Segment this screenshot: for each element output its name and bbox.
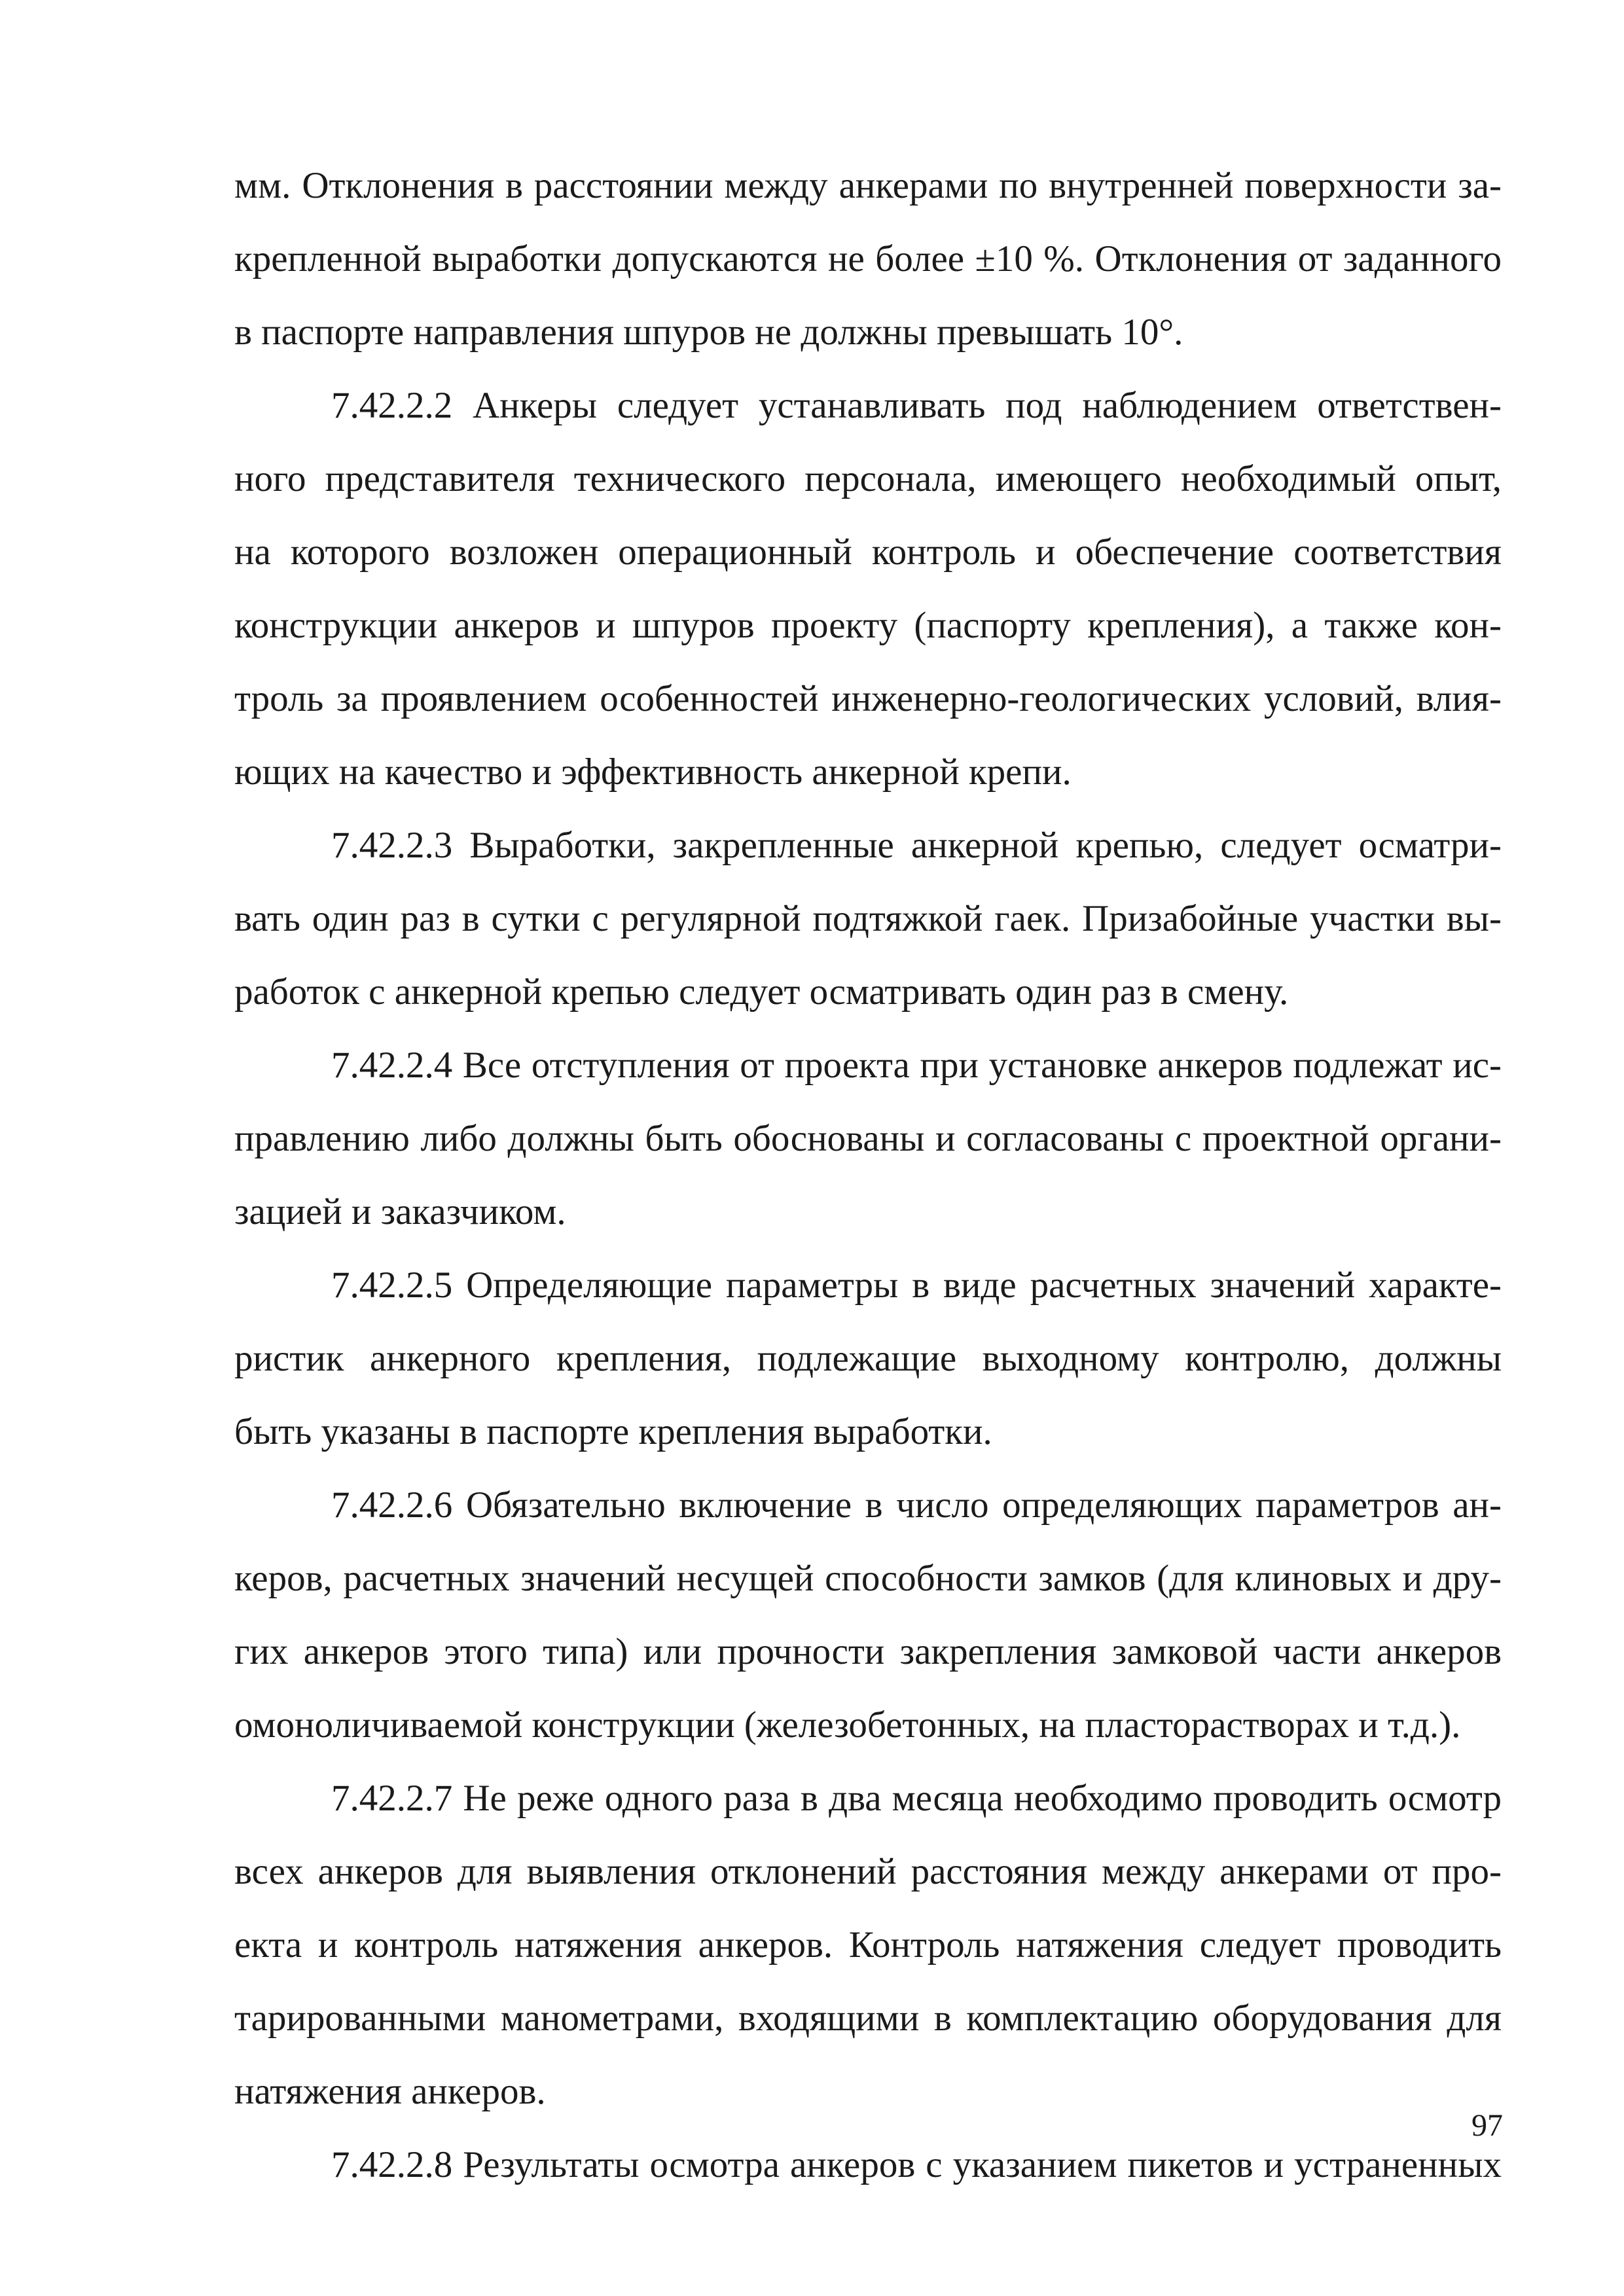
paragraph-7-42-2-7 xyxy=(234,1762,1502,2128)
text-line: крепленной выработки допускаются не более ±10 %. Отклонения от заданного xyxy=(234,238,1502,279)
text-line: правлению либо должны быть обоснованы и согласованы с проектной органи- xyxy=(234,1118,1502,1159)
text-line: екта и контроль натяжения анкеров. Контроль натяжения следует проводить xyxy=(234,1924,1502,1965)
text-line: керов, расчетных значений несущей способности замков (для клиновых и дру- xyxy=(234,1558,1502,1599)
paragraph-7-42-2-2 xyxy=(234,369,1502,809)
paragraph-7-42-2-5 xyxy=(234,1249,1502,1469)
text-line: ристик анкерного крепления, подлежащие выходному контролю, должны xyxy=(234,1338,1502,1379)
paragraph-7-42-2-4 xyxy=(234,1029,1502,1249)
text-line: 7.42.2.8 Результаты осмотра анкеров с указанием пикетов и устраненных xyxy=(331,2144,1502,2185)
paragraph-7-42-2-8 xyxy=(234,2128,1502,2202)
text-line: ющих на качество и эффективность анкерной крепи. xyxy=(234,751,1072,793)
text-line: 7.42.2.3 Выработки, закрепленные анкерной крепью, следует осматри- xyxy=(331,825,1502,866)
text-line: мм. Отклонения в расстоянии между анкерами по внутренней поверхности за- xyxy=(234,165,1502,206)
text-line: конструкции анкеров и шпуров проекту (паспорту крепления), а также кон- xyxy=(234,605,1502,646)
text-line: на которого возложен операционный контроль и обеспечение соответствия xyxy=(234,531,1502,573)
text-line: всех анкеров для выявления отклонений расстояния между анкерами от про- xyxy=(234,1851,1502,1892)
text-line: вать один раз в сутки с регулярной подтяжкой гаек. Призабойные участки вы- xyxy=(234,898,1502,939)
text-line: натяжения анкеров. xyxy=(234,2071,546,2112)
text-line: омоноличиваемой конструкции (железобетонных, на пласторастворах и т.д.). xyxy=(234,1704,1461,1746)
text-line: троль за проявлением особенностей инженерно-геологических условий, влия- xyxy=(234,678,1502,719)
text-line: в паспорте направления шпуров не должны превышать 10°. xyxy=(234,312,1183,353)
text-line: 7.42.2.2 Анкеры следует устанавливать под наблюдением ответствен- xyxy=(331,385,1502,426)
text-line: работок с анкерной крепью следует осматривать один раз в смену. xyxy=(234,971,1289,1013)
text-line: 7.42.2.4 Все отступления от проекта при установке анкеров подлежат ис- xyxy=(331,1045,1502,1086)
text-line: зацией и заказчиком. xyxy=(234,1191,566,1232)
text-line: тарированными манометрами, входящими в комплектацию оборудования для xyxy=(234,1998,1502,2039)
paragraph-continuation xyxy=(234,149,1502,369)
paragraph-7-42-2-6 xyxy=(234,1469,1502,1762)
page-number: 97 xyxy=(1471,2108,1503,2143)
text-line: 7.42.2.7 Не реже одного раза в два месяца необходимо проводить осмотр xyxy=(331,1778,1502,1819)
text-line: 7.42.2.6 Обязательно включение в число определяющих параметров ан- xyxy=(331,1484,1502,1526)
text-line: гих анкеров этого типа) или прочности закрепления замковой части анкеров xyxy=(234,1631,1502,1672)
paragraph-7-42-2-3 xyxy=(234,809,1502,1029)
text-line: 7.42.2.5 Определяющие параметры в виде расчетных значений характе- xyxy=(331,1265,1502,1306)
text-line: быть указаны в паспорте крепления выработки. xyxy=(234,1411,992,1452)
text-line: ного представителя технического персонала, имеющего необходимый опыт, xyxy=(234,458,1502,499)
body-text xyxy=(234,149,1502,2202)
